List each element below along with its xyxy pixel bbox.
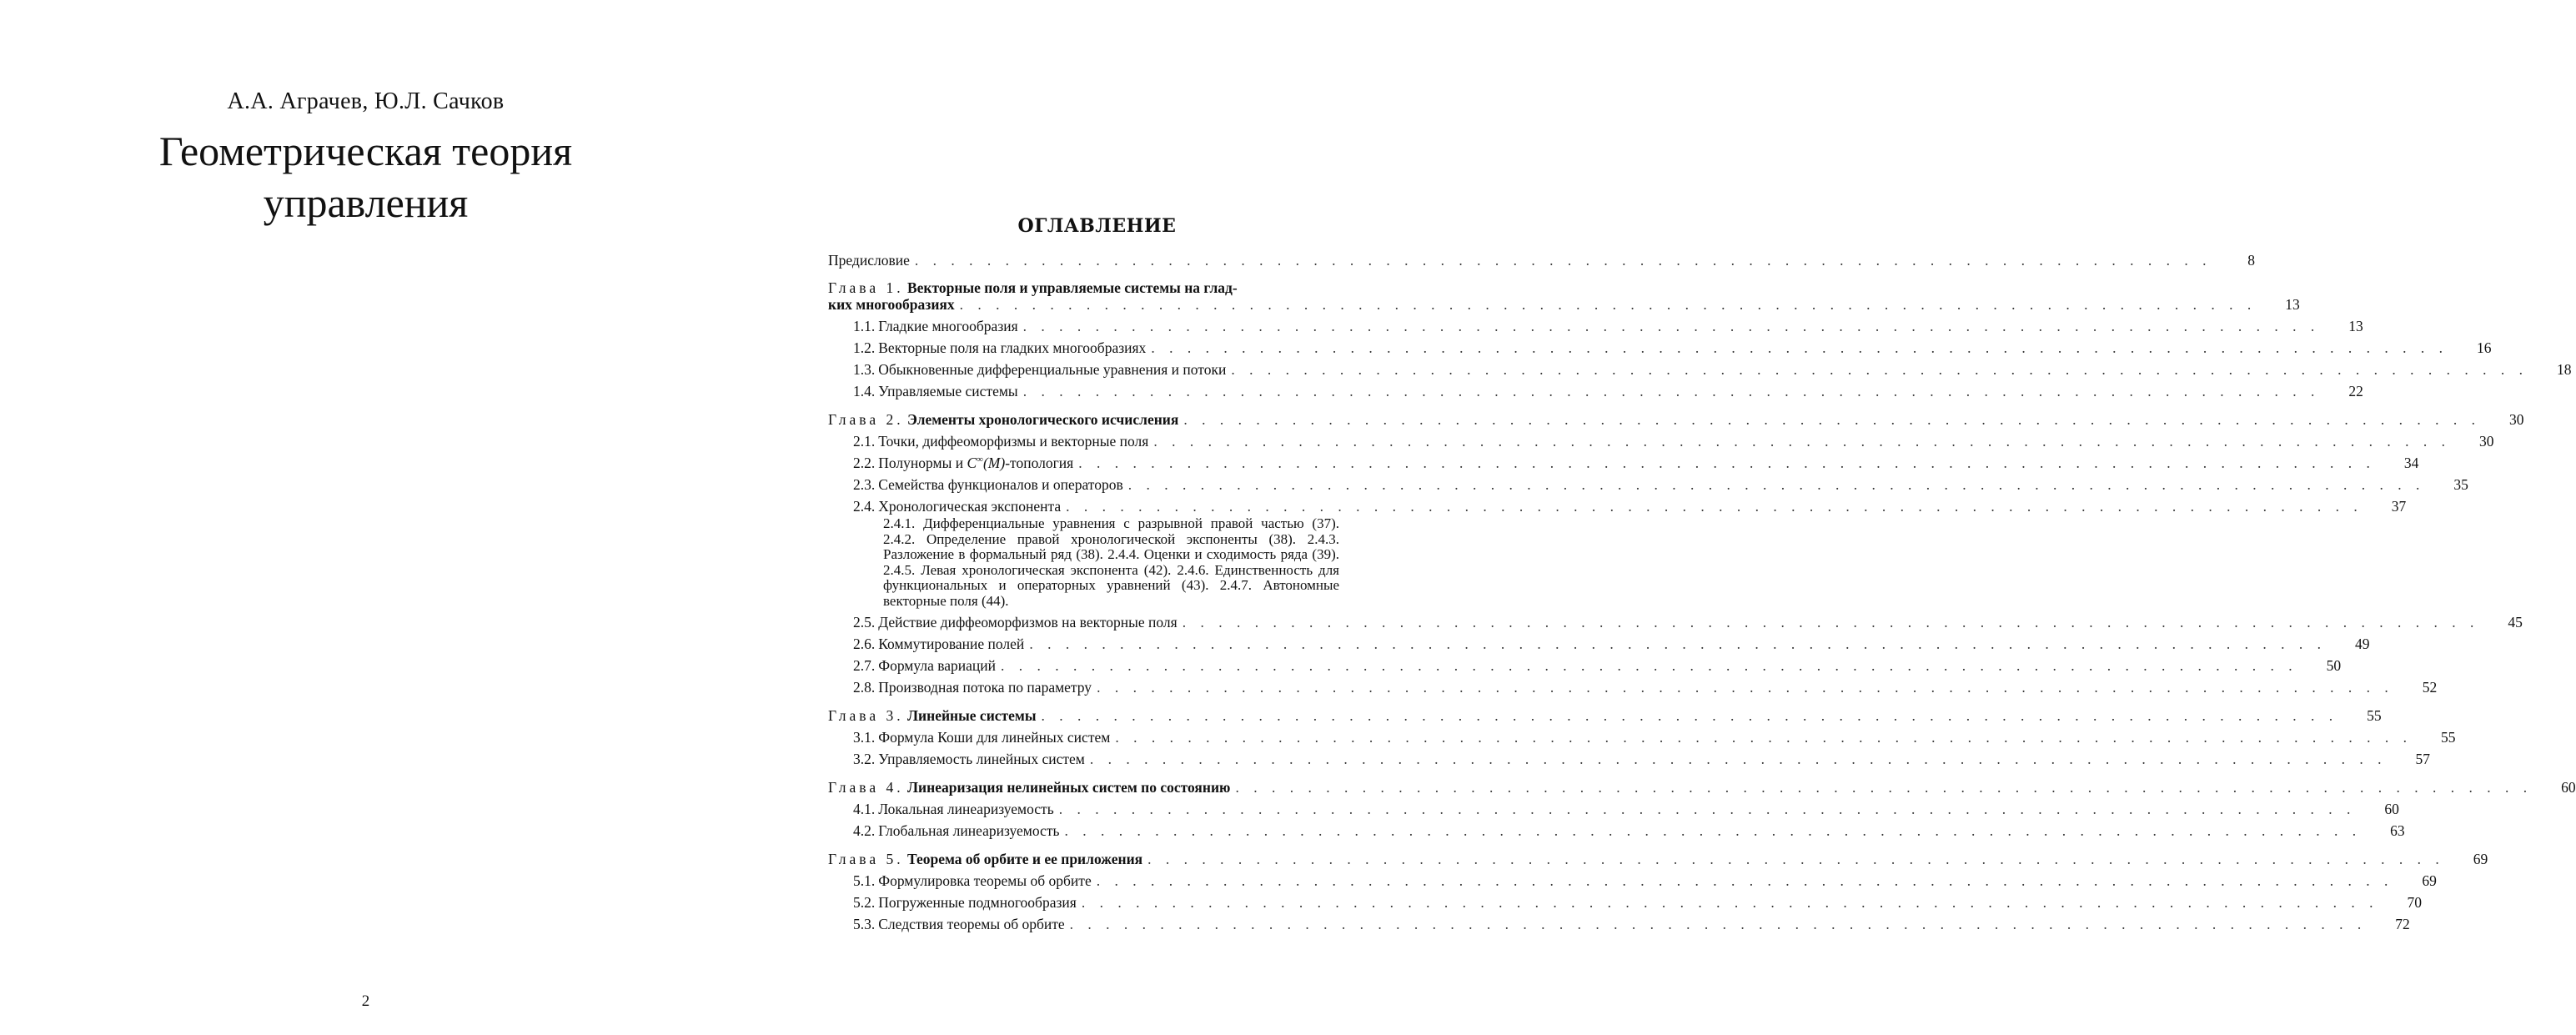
section-number: 1.4. (853, 383, 876, 399)
leader-dots: . . . . . . . . . . . . . . . . . . . . . . . . . . . . . . . . . . . . . . . . . . . . . . . . . . . . . . . . . . . . . . . . . . . . . . . . (1097, 679, 2394, 696)
section-number: 4.2. (853, 822, 876, 839)
leader-dots: . . . . . . . . . . . . . . . . . . . . . . . . . . . . . . . . . . . . . . . . . . . . . . . . . . . . . . . . . . . . . . . . . . . . . . . . (1089, 751, 2387, 767)
section-title: Управляемость линейных систем (878, 751, 1085, 767)
toc-page-number: 18 (2556, 361, 2572, 378)
chapter-prefix: Глава 2. (828, 411, 904, 428)
leader-dots: . . . . . . . . . . . . . . . . . . . . . . . . . . . . . . . . . . . . . . . . . . . . . . . . . . . . . . . . . . . . . . . . . . . . . . . . (1147, 851, 2445, 867)
leader-dots: . . . . . . . . . . . . . . . . . . . . . . . . . . . . . . . . . . . . . . . . . . . . . . . . . . . . . . . . . . . . . . . . . . . . . . . . (1022, 318, 2320, 334)
toc-page-number: 55 (2367, 707, 2382, 724)
toc-entry-section[interactable] (828, 894, 2422, 911)
leader-dots: . . . . . . . . . . . . . . . . . . . . . . . . . . . . . . . . . . . . . . . . . . . . . . . . . . . . . . . . . . . . . . . . . . . . . . . . (1151, 339, 2448, 356)
left-page (0, 0, 731, 1035)
toc-page-number: 30 (2508, 411, 2524, 428)
leader-dots: . . . . . . . . . . . . . . . . . . . . . . . . . . . . . . . . . . . . . . . . . . . . . . . . . . . . . . . . . . . . . . . . . . . . . . . . (1127, 476, 2425, 493)
toc-subsections-2-4: 2.4.1. Дифференциальные уравнения с разрывной правой частью (37). 2.4.2. Определение правой хронологической экспоненты (38). 2.4.3. Разложение в формальный ряд (38). 2.4.4. Оценки и сходимость ряда (39). 2.4.5. Левая хронологическая экспонента (42). 2.4.6. Единственность для функциональных и операторных уравнений (43). 2.4.7. Автономные векторные поля (44). (883, 515, 1339, 609)
toc-entry-chapter-4[interactable] (828, 779, 2576, 796)
toc-page-number: 72 (2395, 916, 2410, 932)
chapter-title: Векторные поля и управляемые системы на глад- (906, 279, 1238, 296)
math-m: (M) (982, 455, 1006, 471)
math-infinity: ∞ (977, 455, 983, 465)
book-authors: А.А. Аграчев, Ю.Л. Сачков (227, 88, 505, 114)
section-title: Следствия теоремы об орбите (878, 916, 1065, 932)
leader-dots: . . . . . . . . . . . . . . . . . . . . . . . . . . . . . . . . . . . . . . . . . . . . . . . . . . . . . . . . . . . . . . . . . . . . . . . . (1001, 657, 2298, 674)
section-number: 5.3. (853, 916, 876, 932)
toc-chapter-title-line[interactable] (828, 279, 1383, 296)
chapter-prefix: Глава 4. (828, 779, 904, 796)
leader-dots: . . . . . . . . . . . . . . . . . . . . . . . . . . . . . . . . . . . . . . . . . . . . . . . . . . . . . . . . . . . . . . . . . . . . . . . . (1066, 498, 2363, 515)
toc-page-number: 37 (2391, 498, 2407, 515)
toc-page-number: 49 (2354, 636, 2370, 652)
section-title: Семейства функционалов и операторов (878, 476, 1123, 493)
toc-page-number: 69 (2473, 851, 2488, 867)
section-title: Коммутирование полей (878, 636, 1025, 652)
toc-entry-section[interactable] (828, 476, 2468, 493)
leader-dots: . . . . . . . . . . . . . . . . . . . . . . . . . . . . . . . . . . . . . . . . . . . . . . . . . . . . . . . . . . . . . . . . . . . . . . . . (1153, 433, 2451, 450)
toc-page-number: 50 (2326, 657, 2342, 674)
chapter-title-continuation: ких многообразиях (828, 296, 960, 313)
section-number: 2.4. (853, 498, 876, 515)
toc-page-number: 55 (2440, 729, 2456, 746)
chapter-title: Теорема об орбите и ее приложения (906, 851, 1143, 867)
toc-entry-section[interactable] (828, 361, 2572, 378)
page-number: 2 (361, 992, 370, 1010)
section-title: Действие диффеоморфизмов на векторные поля (878, 614, 1178, 631)
book-title-line2: управления (263, 179, 469, 226)
section-title: Формулировка теоремы об орбите (878, 872, 1092, 889)
toc-entry-section[interactable] (828, 916, 2410, 932)
leader-dots: . . . . . . . . . . . . . . . . . . . . . . . . . . . . . . . . . . . . . . . . . . . . . . . . . . . . . . . . . . . . . . . . . . . . . . . . (1182, 614, 2479, 631)
toc-page-number: 60 (2384, 801, 2399, 817)
chapter-title: Линеаризация нелинейных систем по состоянию (906, 779, 1231, 796)
toc-entry-section[interactable] (828, 455, 2419, 471)
toc-entry-section[interactable] (828, 872, 2437, 889)
section-title: Управляемые системы (878, 383, 1018, 399)
section-title: Хронологическая экспонента (878, 498, 1062, 515)
toc-page-number: 69 (2422, 872, 2437, 889)
section-number: 5.2. (853, 894, 876, 911)
toc-chapter-4 (828, 779, 2576, 839)
toc-entry-chapter-5[interactable] (828, 851, 2488, 867)
toc-page-number: 8 (2247, 252, 2255, 269)
toc-page-number: 35 (2453, 476, 2468, 493)
book-title-line1: Геометрическая теория (158, 128, 573, 174)
leader-dots: . . . . . . . . . . . . . . . . . . . . . . . . . . . . . . . . . . . . . . . . . . . . . . . . . . . . . . . . . . . . . . . . . . . . . . . . (1022, 383, 2320, 399)
chapter-prefix: Глава 1. (828, 279, 904, 296)
leader-dots: . . . . . . . . . . . . . . . . . . . . . . . . . . . . . . . . . . . . . . . . . . . . . . . . . . . . . . . . . . . . . . . . . . . . . . . . (1081, 894, 2378, 911)
toc-entry-section[interactable] (828, 636, 2370, 652)
toc-entry-section[interactable] (828, 433, 2494, 450)
leader-dots: . . . . . . . . . . . . . . . . . . . . . . . . . . . . . . . . . . . . . . . . . . . . . . . . . . . . . . . . . . . . . . . . . . . . . . . . (1096, 872, 2393, 889)
leader-dots: . . . . . . . . . . . . . . . . . . . . . . . . . . . . . . . . . . . . . . . . . . . . . . . . . . . . . . . . . . . . . . . . . . . . . . . . (1058, 801, 2356, 817)
section-title: Формула вариаций (878, 657, 997, 674)
section-number: 4.1. (853, 801, 876, 817)
toc-entry-section[interactable] (828, 822, 2405, 839)
toc-entry-section[interactable] (828, 498, 2407, 515)
section-title: Формула Коши для линейных систем (878, 729, 1111, 746)
section-title: Погруженные подмногообразия (878, 894, 1077, 911)
leader-dots: . . . . . . . . . . . . . . . . . . . . . . . . . . . . . . . . . . . . . . . . . . . . . . . . . . . . . . . . . . . . . . . . . . . . . . . . (1235, 779, 2533, 796)
toc-page-number: 60 (2561, 779, 2576, 796)
toc-chapter-5 (828, 851, 2488, 932)
toc-page-number: 34 (2403, 455, 2419, 471)
chapter-title: Линейные системы (906, 707, 1037, 724)
toc-entry-section[interactable] (828, 751, 2430, 767)
toc-page-number: 57 (2415, 751, 2430, 767)
section-title: Производная потока по параметру (878, 679, 1092, 696)
toc-entry-section[interactable] (828, 801, 2399, 817)
section-number: 1.1. (853, 318, 876, 334)
toc-entry-section[interactable] (828, 679, 2438, 696)
section-number: 2.8. (853, 679, 876, 696)
leader-dots: . . . . . . . . . . . . . . . . . . . . . . . . . . . . . . . . . . . . . . . . . . . . . . . . . . . . . . . . . . . . . . . . . . . . . . . . (1069, 916, 2367, 932)
leader-dots: . . . . . . . . . . . . . . . . . . . . . . . . . . . . . . . . . . . . . . . . . . . . . . . . . . . . . . . . . . . . . . . . . . . . . . . . (1183, 411, 2481, 428)
toc-page-number: 13 (2348, 318, 2363, 334)
toc-entry-section[interactable] (828, 614, 2523, 631)
toc-entry-preface[interactable] (828, 252, 2255, 269)
chapter-title: Элементы хронологического исчисления (906, 411, 1179, 428)
leader-dots: . . . . . . . . . . . . . . . . . . . . . . . . . . . . . . . . . . . . . . . . . . . . . . . . . . . . . . . . . . . . . . . . . . . . . . . . (1029, 636, 2327, 652)
section-title: Глобальная линеаризуемость (878, 822, 1060, 839)
toc-entry-chapter-2[interactable] (828, 411, 2524, 428)
chapter-prefix: Глава 3. (828, 707, 904, 724)
toc-entry-chapter-3[interactable] (828, 707, 2382, 724)
section-number: 2.3. (853, 476, 876, 493)
toc-entry-section[interactable] (828, 383, 2363, 399)
toc-page-number: 63 (2390, 822, 2405, 839)
toc-page-number: 13 (2285, 296, 2300, 313)
section-number: 2.6. (853, 636, 876, 652)
leader-dots: . . . . . . . . . . . . . . . . . . . . . . . . . . . . . . . . . . . . . . . . . . . . . . . . . . . . . . . . . . . . . . . . . . . . . . . . (1064, 822, 2362, 839)
section-title-after: -топология (1005, 455, 1074, 471)
leader-dots: . . . . . . . . . . . . . . . . . . . . . . . . . . . . . . . . . . . . . . . . . . . . . . . . . . . . . . . . . . . . . . . . . . . . . . . . (1041, 707, 2338, 724)
section-title: Гладкие многообразия (878, 318, 1018, 334)
toc-chapter-2 (828, 411, 2524, 696)
right-page (731, 0, 2576, 1035)
section-title: Локальная линеаризуемость (878, 801, 1054, 817)
toc-page-number: 45 (2508, 614, 2523, 631)
section-title: Точки, диффеоморфизмы и векторные поля (878, 433, 1149, 450)
section-number: 1.3. (853, 361, 876, 378)
chapter-prefix: Глава 5. (828, 851, 904, 867)
toc-heading: ОГЛАВЛЕНИЕ (1017, 215, 1177, 237)
section-number: 2.5. (853, 614, 876, 631)
section-number: 5.1. (853, 872, 876, 889)
toc-entry-section[interactable] (828, 318, 2363, 334)
toc-entry-section[interactable] (828, 339, 2492, 356)
book-title (0, 125, 731, 229)
section-title: Обыкновенные дифференциальные уравнения и потоки (878, 361, 1227, 378)
math-c: C (967, 455, 977, 471)
toc-page-number: 16 (2476, 339, 2492, 356)
section-number: 3.2. (853, 751, 876, 767)
leader-dots: . . . . . . . . . . . . . . . . . . . . . . . . . . . . . . . . . . . . . . . . . . . . . . . . . . . . . . . . . . . . . . . . . . . . . . . . (1078, 455, 2376, 471)
section-number: 1.2. (853, 339, 876, 356)
toc-entry-section[interactable] (828, 657, 2342, 674)
section-title-before: Полунормы и (878, 455, 967, 471)
leader-dots: . . . . . . . . . . . . . . . . . . . . . . . . . . . . . . . . . . . . . . . . . . . . . . . . . . . . . . . . . . . . . . . . . . . . . . . . (1115, 729, 2413, 746)
toc-page-number: 70 (2407, 894, 2422, 911)
toc-entry-section[interactable] (828, 729, 2456, 746)
section-title: Векторные поля на гладких многообразиях (878, 339, 1147, 356)
section-number: 2.1. (853, 433, 876, 450)
section-number: 2.2. (853, 455, 876, 471)
leader-dots: . . . . . . . . . . . . . . . . . . . . . . . . . . . . . . . . . . . . . . . . . . . . . . . . . . . . . . . . . . . . . . . . . . . . . . . . (914, 252, 2212, 269)
toc-chapter-1 (828, 279, 2572, 399)
toc-page-number: 52 (2422, 679, 2438, 696)
toc-entry-chapter-1[interactable] (828, 296, 2300, 313)
table-of-contents (828, 252, 2576, 944)
section-number: 3.1. (853, 729, 876, 746)
toc-page-number: 22 (2348, 383, 2363, 399)
section-number: 2.7. (853, 657, 876, 674)
toc-page-number: 30 (2478, 433, 2494, 450)
leader-dots: . . . . . . . . . . . . . . . . . . . . . . . . . . . . . . . . . . . . . . . . . . . . . . . . . . . . . . . . . . . . . . . . . . . . . . . . (1231, 361, 2528, 378)
leader-dots: . . . . . . . . . . . . . . . . . . . . . . . . . . . . . . . . . . . . . . . . . . . . . . . . . . . . . . . . . . . . . . . . . . . . . . . . (959, 296, 2257, 313)
toc-entry-label: Предисловие (828, 252, 915, 269)
toc-chapter-3 (828, 707, 2456, 767)
